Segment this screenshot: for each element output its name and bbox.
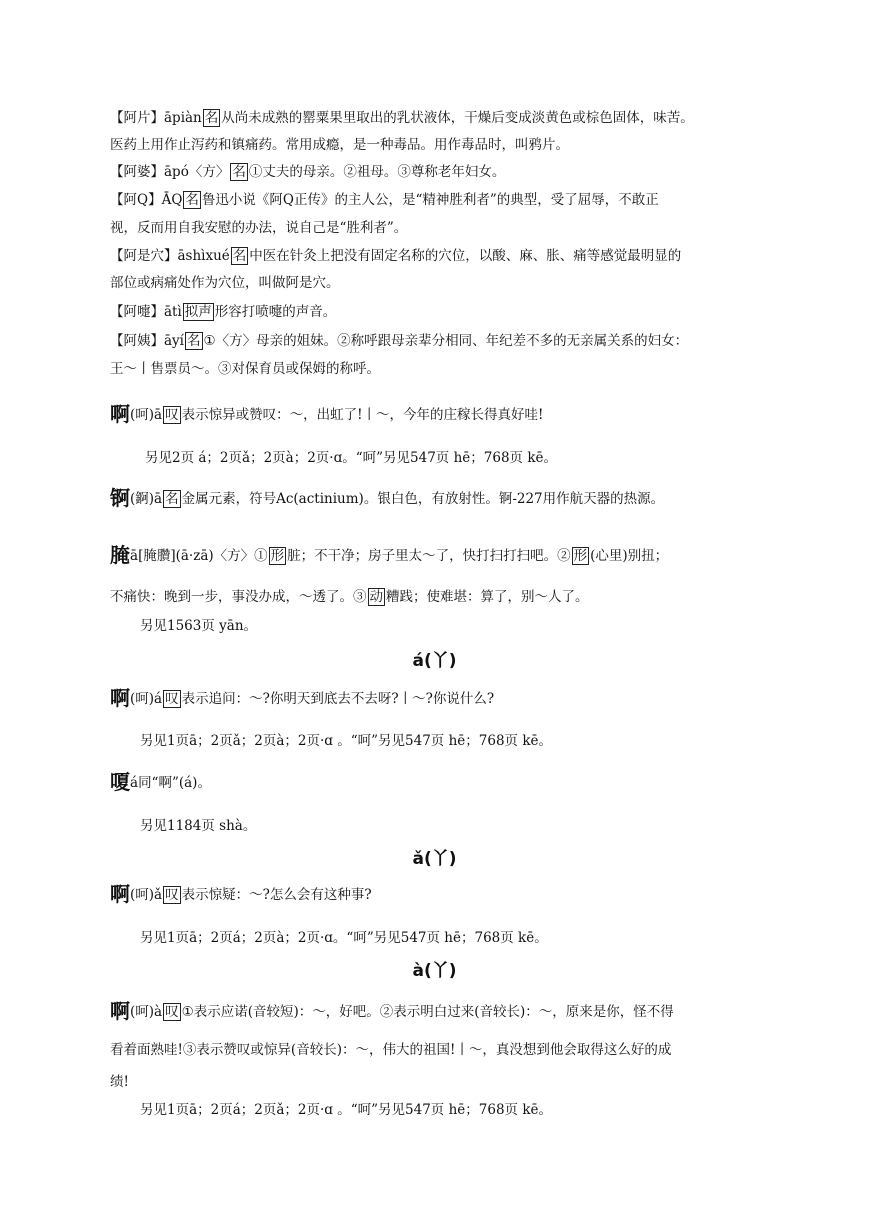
pos-tag: 叹 <box>165 691 179 707</box>
entry-a2-ah <box>110 688 790 709</box>
definition: 中医在针灸上把没有固定名称的穴位，以酸、麻、胀、痛等感觉最明显的 <box>249 248 682 264</box>
pos-tag: 拟声 <box>184 304 212 320</box>
definition: 不痛快：晚到一步，事没办成，～透了。③ <box>110 589 367 605</box>
definition: 表示追问：～?你明天到底去不去呀?丨～?你说什么? <box>181 691 495 707</box>
headword: 啊 <box>110 882 130 906</box>
entry-ati <box>110 302 790 322</box>
pos-tag: 名 <box>165 491 179 507</box>
see-also <box>140 816 820 836</box>
pos-tag: 名 <box>232 248 247 264</box>
definition: ①〈方〉母亲的姐妹。②称呼跟母亲辈分相同、年纪差不多的无亲属关系的妇女： <box>203 333 689 349</box>
entry-a3-ah <box>110 884 790 905</box>
see-also <box>140 616 820 636</box>
headword: 锕 <box>110 486 130 510</box>
headword: 啊 <box>110 999 130 1023</box>
definition: 鲁迅小说《阿Q正传》的主人公，是“精神胜利者”的典型，受了屈辱，不敢正 <box>201 192 659 208</box>
pos-tag: 叹 <box>165 1004 179 1020</box>
entry-ayi <box>110 331 790 351</box>
definition: 脏；不干净；房子里太～了，快打扫打扫吧。② <box>287 548 571 564</box>
pos-tag: 形 <box>573 548 588 564</box>
section-heading: ǎ(丫) <box>412 849 457 869</box>
entry-a4-cont <box>110 1072 790 1092</box>
definition: 糟践；使难堪：算了，别～人了。 <box>386 589 589 605</box>
definition: 医药上用作止泻药和镇痛药。常用成瘾，是一种毒品。用作毒品时，叫鸦片。 <box>110 137 569 153</box>
entry-ashixue-cont <box>110 273 790 293</box>
definition: 表示惊疑：～?怎么会有这种事? <box>181 887 372 903</box>
pinyin: ǎ <box>154 887 163 903</box>
see-also-text: 另见1页ā；2页á；2页à；2页·ɑ。“呵”另见547页 hē；768页 kē。 <box>140 930 548 946</box>
headword: 啊 <box>110 686 130 710</box>
definition: 同“啊”(á)。 <box>138 775 211 791</box>
traditional-form: (呵) <box>130 407 155 423</box>
compound: [腌臢](ā·zā)〈方〉① <box>138 548 268 564</box>
pos-tag: 形 <box>270 548 285 564</box>
pos-tag: 名 <box>204 110 219 126</box>
definition: 形容打喷嚏的声音。 <box>214 304 337 320</box>
headword: 啊 <box>110 402 130 426</box>
definition: 部位或病痛处作为穴位，叫做阿是穴。 <box>110 275 340 291</box>
headword: 【阿婆】 <box>110 164 164 180</box>
see-also <box>145 448 825 468</box>
pinyin: ā <box>154 491 163 507</box>
see-also-text: 另见1页ā；2页á；2页ǎ；2页·ɑ 。“呵”另见547页 hē；768页 kē。 <box>140 1102 552 1118</box>
traditional-form: (呵) <box>130 1004 155 1020</box>
see-also <box>140 1100 820 1120</box>
entry-sha <box>110 772 790 793</box>
headword: 嗄 <box>110 770 130 794</box>
entry-apo <box>110 162 790 182</box>
pos-tag: 动 <box>369 589 383 605</box>
see-also-text: 另见2页 á；2页ǎ；2页à；2页·ɑ。“呵”另见547页 hē；768页 kē。 <box>145 450 557 466</box>
definition: (心里)别扭； <box>590 548 669 564</box>
headword: 【阿姨】 <box>110 333 164 349</box>
entry-ayi-cont <box>110 359 790 379</box>
see-also-text: 另见1184页 shà。 <box>140 818 257 834</box>
headword: 【阿是穴】 <box>110 248 178 264</box>
definition: 绩! <box>110 1074 129 1090</box>
traditional-form: (呵) <box>130 887 155 903</box>
headword: 腌 <box>110 543 130 567</box>
see-also <box>140 928 820 948</box>
pinyin: ā <box>130 548 139 564</box>
pinyin: ā <box>154 407 163 423</box>
dialect-tag: 〈方〉 <box>188 164 230 180</box>
entry-apian <box>110 108 790 128</box>
entry-apian-cont <box>110 135 790 155</box>
pinyin: āpiàn <box>164 110 202 126</box>
pos-tag: 叹 <box>165 407 179 423</box>
headword: 【阿Q】 <box>110 192 162 208</box>
see-also <box>140 731 820 751</box>
see-also-text: 另见1563页 yān。 <box>140 618 258 634</box>
definition: 视，反而用自我安慰的办法，说自己是“胜利者”。 <box>110 220 408 236</box>
definition: ①丈夫的母亲。②祖母。③尊称老年妇女。 <box>248 164 506 180</box>
traditional-form: (呵) <box>130 691 155 707</box>
see-also-text: 另见1页ā；2页ǎ；2页à；2页·ɑ 。“呵”另见547页 hē；768页 kē。 <box>140 733 552 749</box>
section-heading: à(丫) <box>412 961 457 981</box>
definition: ①表示应诺(音较短)：～，好吧。②表示明白过来(音较长)：～，原来是你，怪不得 <box>181 1004 674 1020</box>
pos-tag: 名 <box>187 333 201 349</box>
entry-aza <box>110 545 790 566</box>
headword: 【阿嚏】 <box>110 304 164 320</box>
entry-aq-cont <box>110 218 790 238</box>
pinyin: āpó <box>164 164 189 180</box>
headword: 【阿片】 <box>110 110 164 126</box>
entry-ashixue <box>110 246 790 266</box>
pos-tag: 名 <box>232 164 246 180</box>
entry-aq <box>110 190 790 210</box>
entry-a1-ah <box>110 404 790 425</box>
section-heading: á(丫) <box>412 651 457 671</box>
pinyin: à <box>154 1004 163 1020</box>
traditional-form: (錒) <box>130 491 155 507</box>
pinyin: āyí <box>164 333 184 349</box>
definition: 金属元素，符号Ac(actinium)。银白色，有放射性。锕-227用作航天器的热源。 <box>181 491 665 507</box>
entry-a4-ah <box>110 1001 790 1022</box>
pos-tag: 叹 <box>165 887 179 903</box>
definition: 表示惊异或赞叹：～，出虹了!丨～，今年的庄稼长得真好哇! <box>181 407 544 423</box>
definition: 王～丨售票员～。③对保育员或保姆的称呼。 <box>110 361 380 377</box>
pinyin: āshìxué <box>177 248 230 264</box>
entry-actinium <box>110 488 790 509</box>
pinyin: á <box>130 775 139 791</box>
pos-tag: 名 <box>185 192 199 208</box>
definition: 从尚未成熟的罂粟果里取出的乳状液体，干燥后变成淡黄色或棕色固体，味苦。 <box>221 110 694 126</box>
entry-aza-cont <box>110 587 790 607</box>
definition: 看着面熟哇!③表示赞叹或惊异(音较长)：～，伟大的祖国!丨～，真没想到他会取得这么好的成 <box>110 1042 672 1058</box>
pinyin: á <box>154 691 163 707</box>
entry-a4-cont <box>110 1040 790 1060</box>
pinyin: ĀQ <box>161 192 183 208</box>
pinyin: ātì <box>164 304 182 320</box>
